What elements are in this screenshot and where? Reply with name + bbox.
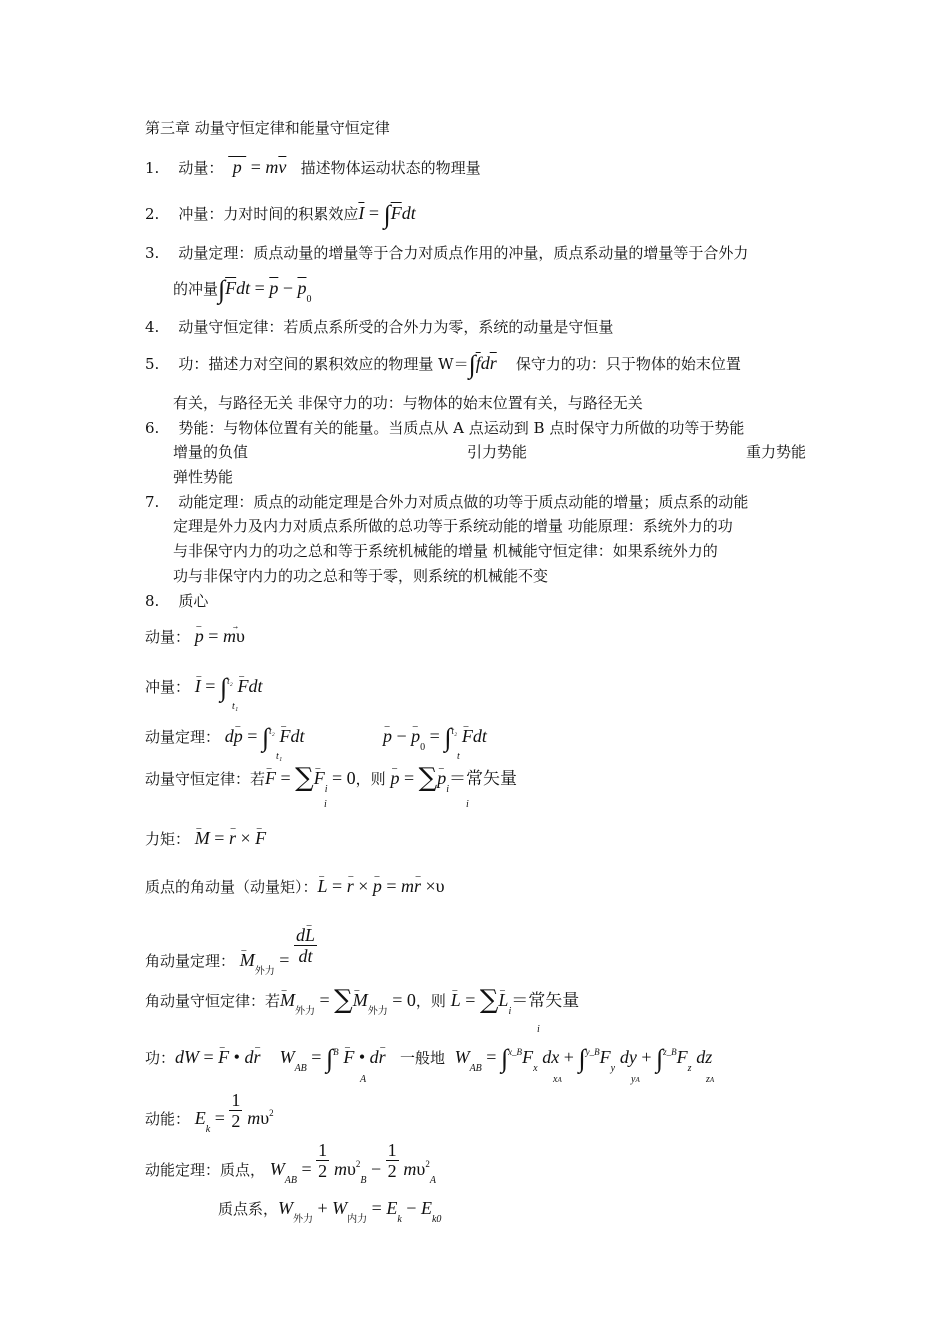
work-lower-limit-zA: zA — [706, 1074, 715, 1085]
item-6: 6. 势能：与物体位置有关的能量。当质点从 A 点运动到 B 点时保守力所做的功等于势能 — [145, 419, 745, 437]
item-6-line-3: 弹性势能 — [173, 468, 234, 486]
item-7-line-2: 定理是外力及内力对质点系所做的总功等于系统动能的增量 功能原理：系统外力的功 — [173, 517, 733, 535]
fraction-half: $\frac{1}{2}$ — [231, 1090, 241, 1131]
item-8: 8. 质心 — [145, 592, 209, 610]
formula-line-impulse: 冲量： − I = ∫$^{t_2}$ − Fdt — [145, 676, 263, 699]
item-5-line-2: 有关，与路径无关 非保守力的功：与物体的始末位置有关，与路径无关 — [173, 394, 643, 412]
theorem-lower-limit: t₁ — [276, 751, 283, 762]
work-lower-limit-A: A — [360, 1074, 367, 1085]
sum-index-3: i — [537, 1024, 540, 1035]
item-7-line-4: 功与非保守内力的功之总和等于零，则系统的机械能不变 — [173, 567, 549, 585]
formula-line-angular-conservation: 角动量守恒定律：若− $M_{外力}$ = ∑− $M_{外力} = 0$，则 − L = ∑− $L_i=$常矢量 — [145, 990, 579, 1014]
formula-line-theorem: 动量定理： d− p = ∫$^{t_2}$ − Fdt — [145, 726, 305, 749]
work-lower-limit-yA: yA — [631, 1074, 640, 1085]
item-2: 2. 冲量：力对时间的积累效应$\overline{I} = \int\overline{F}dt$ — [145, 200, 416, 229]
item-3: 3. 动量定理：质点动量的增量等于合力对质点作用的冲量，质点系动量的增量等于合外力 — [145, 244, 749, 262]
work-lower-limit-xA: xA — [553, 1074, 562, 1085]
item-7-line-3: 与非保守内力的功之总和等于系统机械能的增量 机械能守恒定律：如果系统外力的 — [173, 542, 718, 560]
item-6-line-2: 增量的负值 引力势能 重力势能 — [173, 443, 806, 461]
formula-momentum: p — [228, 157, 247, 177]
theorem2-lower-limit: t — [457, 751, 460, 762]
item-3-line-2: 的冲量$\int\overline{F}dt = \overline{p} - \overline{p}_0$ — [173, 275, 312, 305]
chapter-title: 第三章 动量守恒定律和能量守恒定律 — [145, 119, 390, 137]
formula-line-kinetic-energy: 动能： $E_k$ = $\frac{1}{2}$ $m\upsilon^2$ — [145, 1090, 274, 1135]
item-5: 5. 功：描述力对空间的累积效应的物理量 $W=\int\overline{f}d\overline{r}$ 保守力的功：只于物体的始末位置 — [145, 350, 741, 379]
impulse-lower-limit: t₁ — [232, 701, 239, 712]
item-7: 7. 动能定理：质点的动能定理是合外力对质点做的功等于质点动能的增量；质点系的动能 — [145, 493, 749, 511]
formula-line-torque: 力矩： − M = − r × − F — [145, 828, 266, 849]
formula-impulse: $\overline{I}$ — [358, 203, 365, 223]
sum-index-2: i — [466, 799, 469, 810]
formula-line-system: 质点系，$W_{外力} + W_{内力} = E_k - E_{k0}$ — [218, 1198, 442, 1225]
formula-line-work: 功：dW = − F • d− r $W_{AB} = \int^B - F$ • d− r 一般地 $W_{AB} = \int^{x\_B}F_x$ dx + $\int^{y\_B}F_y$ dy + $\int^{z\_B}F_z$ dz — [145, 1047, 712, 1071]
formula-theorem-integral: − p − − $p_0 = \int^{t_2}$ − Fdt — [383, 726, 487, 750]
item-1: 1. 动量： $p = m\overline{v}$ 描述物体运动状态的物理量 — [145, 157, 481, 177]
sum-index-1: i — [324, 799, 327, 810]
item-4: 4. 动量守恒定律：若质点系所受的合外力为零，系统的动量是守恒量 — [145, 318, 614, 336]
formula-line-angular-theorem: 角动量定理： − $M_{外力}$ = $\frac{d- L}{dt}$ — [145, 925, 317, 966]
formula-line-momentum: 动量： − p = mυ — [145, 626, 245, 650]
fraction-dL-dt: $\frac{d- L}{dt}$ — [294, 925, 317, 966]
formula-line-ke-theorem: 动能定理：质点， $W_{AB}$ = $\frac{1}{2}$ $m\upsilon^2_B$ − $\frac{1}{2}$ $m\upsilon^2_A$ — [145, 1140, 436, 1186]
formula-line-angular-momentum: 质点的角动量（动量矩）：− L = − r × − p = m− r ×υ — [145, 876, 445, 897]
formula-line-conservation: 动量守恒定律：若− F = ∑− $F_i = 0$，则 − p = ∑− $p_i=$常矢量 — [145, 768, 517, 792]
